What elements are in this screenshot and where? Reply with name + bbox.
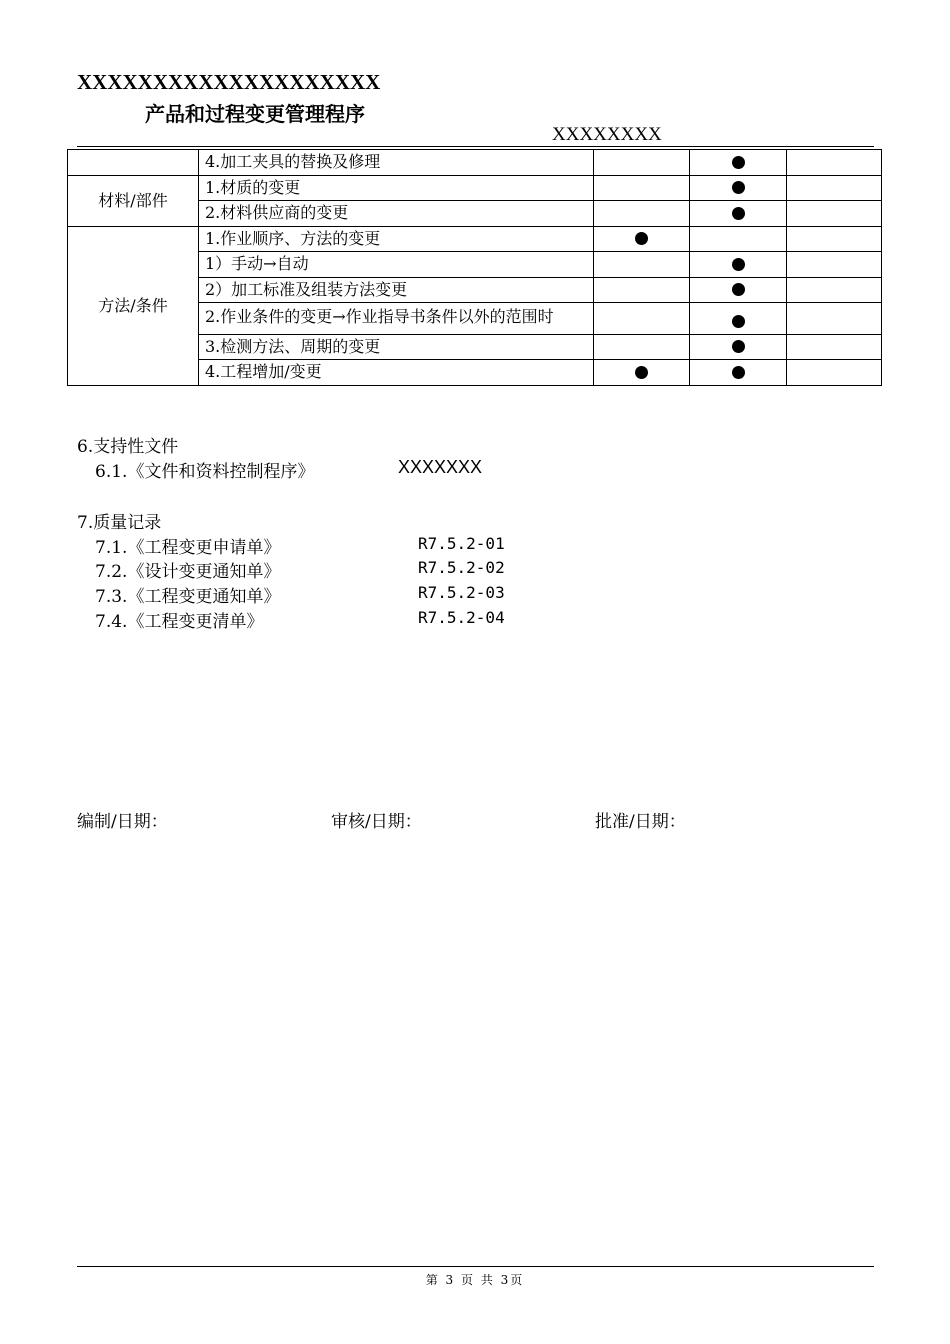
- mark-cell: [787, 226, 882, 252]
- document-title: 产品和过程变更管理程序: [145, 102, 365, 126]
- mark-cell: [594, 303, 690, 335]
- mark-cell: [594, 175, 690, 201]
- table-row: [68, 175, 882, 201]
- item-cell: 2）加工标准及组装方法变更: [199, 277, 594, 303]
- prepared-by-label: 编制/日期：: [77, 812, 168, 832]
- filled-circle-icon: [732, 315, 745, 328]
- mark-cell: [690, 201, 787, 227]
- item-cell: 2.作业条件的变更→作业指导书条件以外的范围时: [199, 303, 594, 335]
- mark-cell: [690, 334, 787, 360]
- section6-item-label: 6.1.《文件和资料控制程序》: [95, 462, 315, 482]
- mark-cell: [690, 303, 787, 335]
- section7-heading: 7.质量记录: [77, 513, 162, 533]
- item-cell: 4.工程增加/变更: [199, 360, 594, 386]
- item-cell: 1）手动→自动: [199, 252, 594, 278]
- mark-cell: [690, 252, 787, 278]
- section7-item-code: R7.5.2-04: [418, 608, 505, 627]
- mark-cell: [787, 175, 882, 201]
- mark-cell: [787, 150, 882, 176]
- company-name: XXXXXXXXXXXXXXXXXXXX: [77, 70, 381, 94]
- mark-cell: [690, 277, 787, 303]
- mark-cell: [690, 360, 787, 386]
- section7-item-code: R7.5.2-03: [418, 583, 505, 602]
- mark-cell: [594, 360, 690, 386]
- filled-circle-icon: [732, 258, 745, 271]
- mark-cell: [594, 226, 690, 252]
- item-cell: 4.加工夹具的替换及修理: [199, 150, 594, 176]
- item-cell: 2.材料供应商的变更: [199, 201, 594, 227]
- item-cell: 1.材质的变更: [199, 175, 594, 201]
- section7-item-label: 7.4.《工程变更清单》: [95, 612, 264, 632]
- mark-cell: [787, 277, 882, 303]
- section6-heading: 6.支持性文件: [77, 437, 179, 457]
- mark-cell: [594, 252, 690, 278]
- mark-cell: [690, 175, 787, 201]
- mark-cell: [787, 334, 882, 360]
- table-row: [68, 226, 882, 252]
- page-number: 第 3 页 共 3页: [425, 1273, 525, 1287]
- section7-item-label: 7.2.《设计变更通知单》: [95, 562, 281, 582]
- filled-circle-icon: [732, 340, 745, 353]
- category-cell: 材料/部件: [68, 175, 199, 226]
- filled-circle-icon: [732, 207, 745, 220]
- mark-cell: [690, 226, 787, 252]
- filled-circle-icon: [635, 366, 648, 379]
- item-cell: 1.作业顺序、方法的变更: [199, 226, 594, 252]
- mark-cell: [787, 360, 882, 386]
- mark-cell: [690, 150, 787, 176]
- mark-cell: [787, 252, 882, 278]
- item-cell: 3.检测方法、周期的变更: [199, 334, 594, 360]
- section7-item-code: R7.5.2-02: [418, 558, 505, 577]
- document-code: XXXXXXXX: [552, 124, 662, 145]
- mark-cell: [594, 150, 690, 176]
- table-row: [68, 150, 882, 176]
- section7-item-label: 7.3.《工程变更通知单》: [95, 587, 281, 607]
- filled-circle-icon: [732, 181, 745, 194]
- mark-cell: [594, 201, 690, 227]
- filled-circle-icon: [732, 156, 745, 169]
- header-divider: [77, 146, 874, 147]
- category-cell: 方法/条件: [68, 226, 199, 385]
- mark-cell: [787, 201, 882, 227]
- category-cell: [68, 150, 199, 176]
- section7-item-code: R7.5.2-01: [418, 534, 505, 553]
- change-classification-table: [67, 149, 882, 386]
- filled-circle-icon: [732, 366, 745, 379]
- mark-cell: [594, 277, 690, 303]
- approved-by-label: 批准/日期：: [595, 812, 686, 832]
- reviewed-by-label: 审核/日期：: [331, 812, 422, 832]
- filled-circle-icon: [732, 283, 745, 296]
- section6-item-code: XXXXXXX: [398, 457, 483, 477]
- filled-circle-icon: [635, 232, 648, 245]
- section7-item-label: 7.1.《工程变更申请单》: [95, 538, 281, 558]
- mark-cell: [787, 303, 882, 335]
- mark-cell: [594, 334, 690, 360]
- footer-divider: [77, 1266, 874, 1267]
